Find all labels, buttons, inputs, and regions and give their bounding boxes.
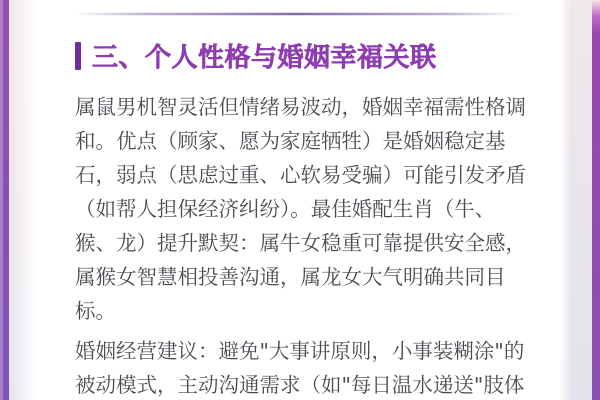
- right-gutter: [560, 0, 592, 400]
- text-line: 属猴女智慧相投善沟通，属龙女大气明确共同目: [75, 265, 506, 289]
- section-title: 三、个人性格与婚姻幸福关联: [92, 43, 437, 73]
- left-frame-bar: [0, 0, 9, 400]
- text-line: 属鼠男机智灵活但情绪易波动，婚姻幸福需性格调: [75, 95, 526, 119]
- text-line: 猴、龙）提升默契：属牛女稳重可靠提供安全感，: [75, 231, 526, 255]
- article-card: [37, 0, 560, 400]
- heading-accent-bar: [75, 42, 81, 70]
- left-gutter: [9, 0, 37, 400]
- text-line: 标。: [75, 299, 116, 323]
- paragraph-advice: [75, 334, 533, 400]
- section-divider-line: [73, 13, 520, 15]
- text-line: 石，弱点（思虑过重、心软易受骗）可能引发矛盾: [75, 163, 526, 187]
- paragraph-personality: [75, 90, 533, 328]
- article-body: [75, 90, 533, 400]
- text-line: 和。优点（顾家、愿为家庭牺牲）是婚姻稳定基: [75, 129, 506, 153]
- right-frame-bar: [592, 0, 600, 400]
- text-line: （如帮人担保经济纠纷）。最佳婚配生肖（牛、: [75, 197, 496, 221]
- text-line: 被动模式，主动沟通需求（如"每日温水递送"肢体: [75, 373, 525, 397]
- text-line: 婚姻经营建议：避免"大事讲原则，小事装糊涂"的: [75, 339, 525, 363]
- section-heading: [75, 37, 437, 74]
